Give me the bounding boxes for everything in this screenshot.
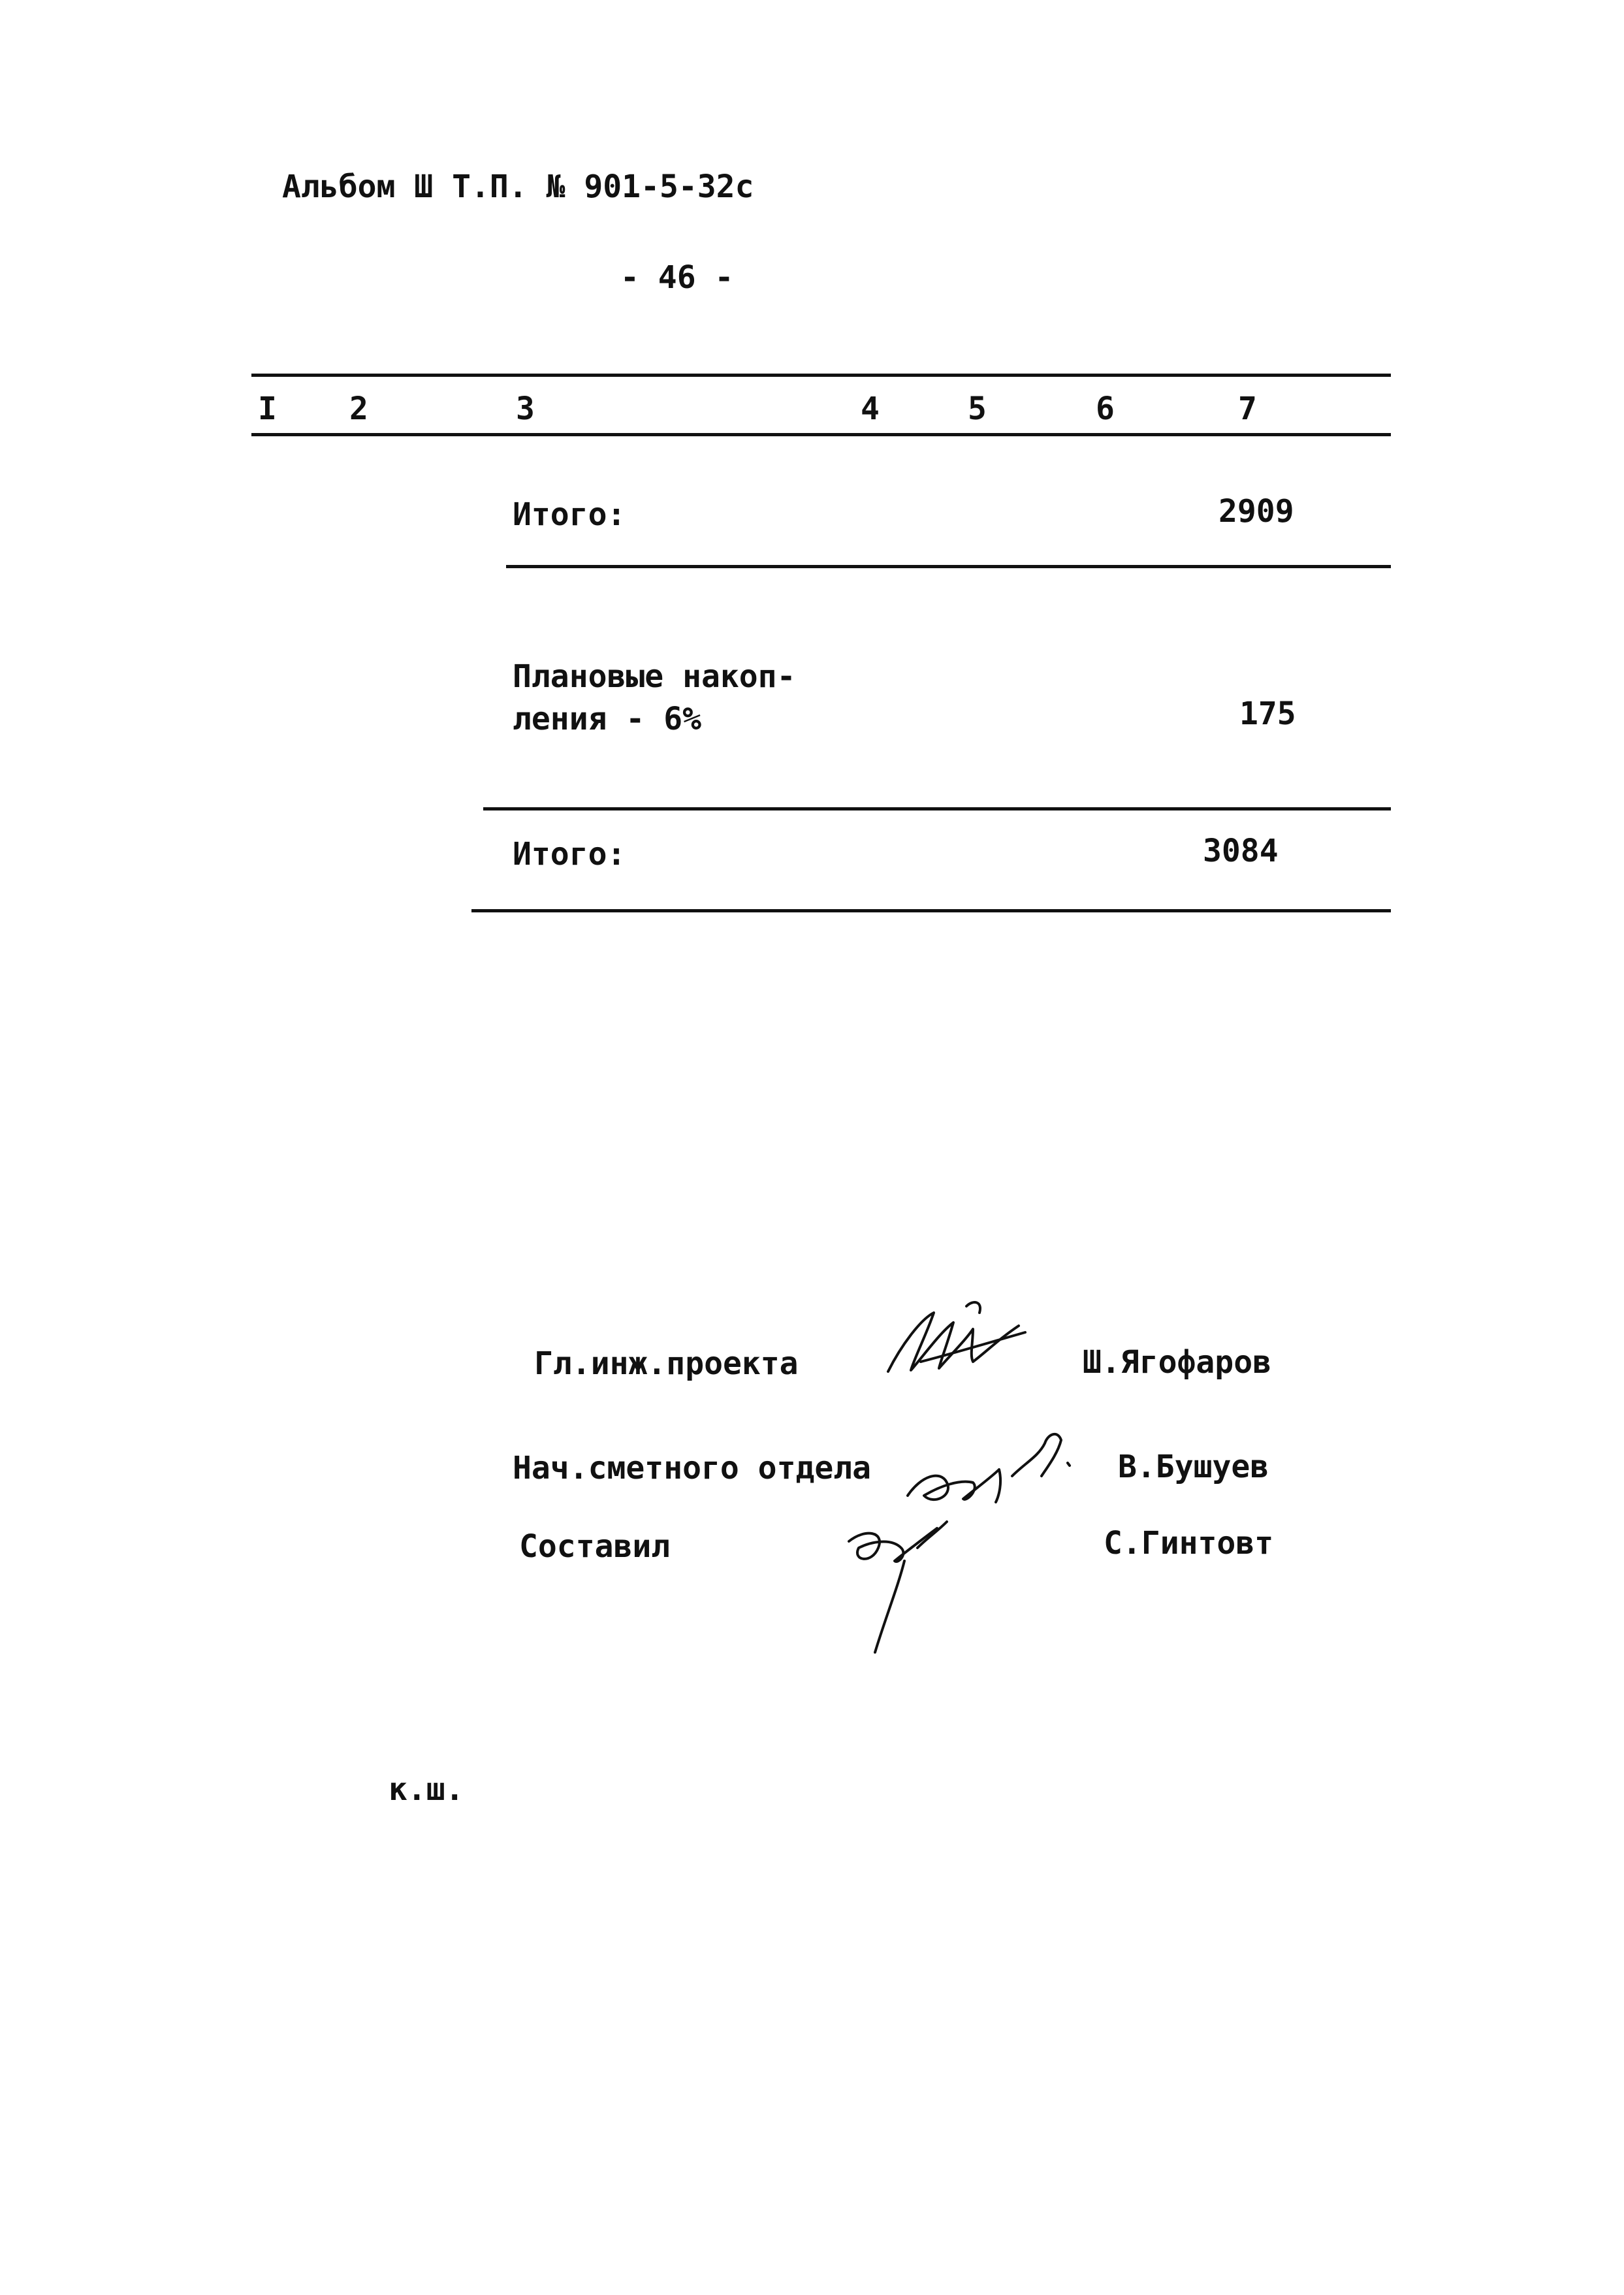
column-number-7: 7 [1238,391,1257,427]
column-number-4: 4 [861,391,880,427]
column-header-bottom-rule [251,433,1391,436]
total-value: 3084 [1203,833,1279,869]
signature-scribble-2 [901,1424,1097,1515]
signature-position-1: Гл.инж.проекта [534,1345,799,1382]
subtotal-label: Итого: [513,496,626,533]
total-rule [471,909,1391,912]
footer-mark: к.ш. [389,1771,464,1808]
album-reference: Альбом Ш Т.П. № 901-5-32с [282,169,754,205]
planned-accumulations-value: 175 [1239,696,1296,732]
signature-scribble-1 [875,1293,1032,1385]
column-number-1: I [258,391,277,427]
signature-name-3: С.Гинтовт [1104,1525,1274,1562]
signature-scribble-3 [839,1502,983,1659]
planned-accumulations-label-line1: Плановые накоп- [513,658,796,695]
signature-position-2: Нач.сметного отдела [513,1450,872,1486]
column-number-5: 5 [968,391,987,427]
page-number: - 46 - [620,259,734,296]
planned-accumulations-label-line2: ления - 6% [513,701,701,737]
subtotal-rule [506,565,1391,568]
table-top-rule [251,374,1391,377]
column-number-3: 3 [516,391,535,427]
column-number-2: 2 [349,391,368,427]
signature-name-2: В.Бушуев [1118,1449,1269,1485]
total-label: Итого: [513,836,626,873]
subtotal-value: 2909 [1218,493,1294,530]
column-number-6: 6 [1096,391,1115,427]
signature-name-1: Ш.Ягофаров [1083,1344,1271,1381]
signature-position-3: Составил [519,1528,671,1565]
accumulations-rule [483,807,1391,810]
